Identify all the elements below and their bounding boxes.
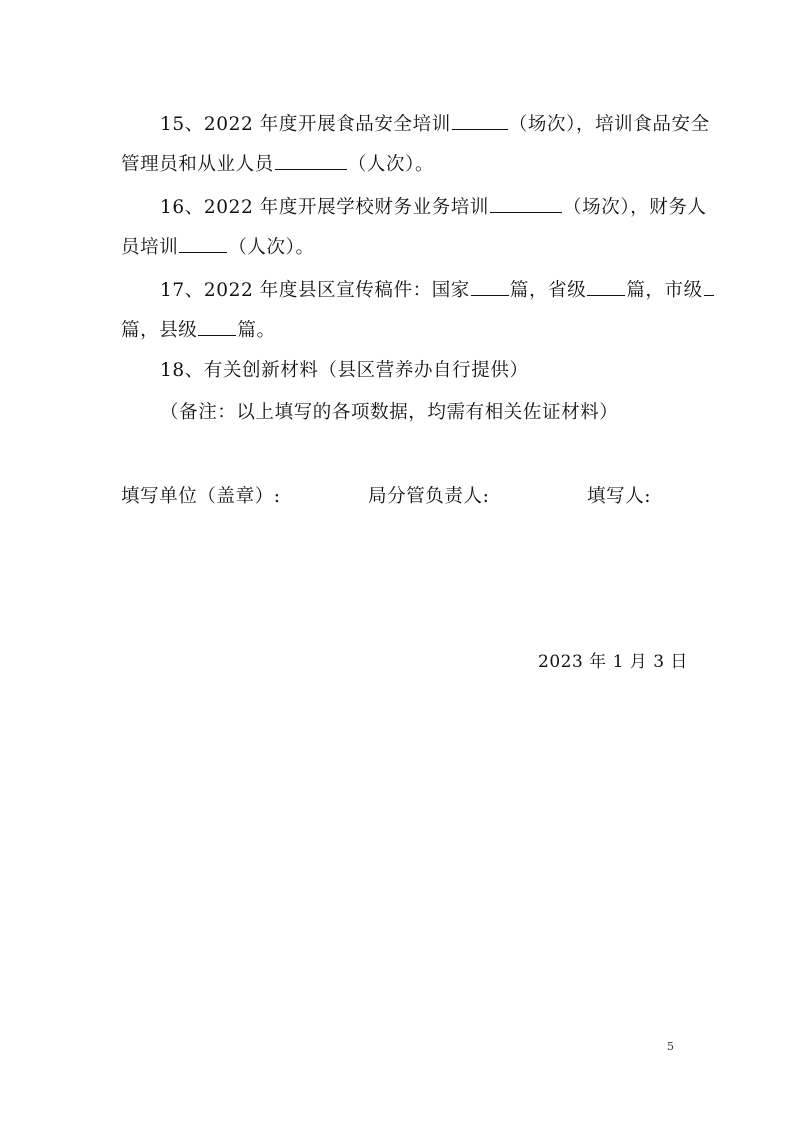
signature-unit-label: 填写单位（盖章）:: [121, 486, 281, 507]
item-17-text-d: 篇，县级: [121, 320, 198, 341]
item-16-line-2: [121, 233, 315, 261]
item-15-text-b: （场次），培训食品安全: [508, 114, 710, 135]
signature-filler-label: 填写人:: [587, 486, 652, 507]
item-16-line-1: [160, 193, 707, 221]
item-16-blank-sessions[interactable]: [490, 193, 562, 213]
item-16-text-c: 员培训: [121, 237, 179, 258]
item-18: 18、有关创新材料（县区营养办自行提供）: [160, 360, 529, 381]
item-15-blank-sessions[interactable]: [452, 110, 508, 130]
item-15-line-1: [160, 110, 710, 138]
signature-leader-label: 局分管负责人:: [368, 486, 490, 507]
document-date: 2023 年 1 月 3 日: [538, 652, 688, 672]
item-15-text-d: （人次）。: [347, 154, 435, 175]
item-16-blank-people[interactable]: [179, 233, 227, 253]
item-17-line-2: [121, 316, 276, 344]
page-number: 5: [667, 1040, 674, 1053]
item-17-blank-provincial[interactable]: [587, 276, 625, 296]
item-15-line-2: [121, 150, 434, 178]
item-15-text-a: 15、2022 年度开展食品安全培训: [160, 114, 451, 135]
note: （备注：以上填写的各项数据，均需有相关佐证材料）: [160, 402, 619, 423]
item-17-text-b: 篇，省级: [509, 280, 587, 301]
item-17-text-c: 篇，市级: [626, 280, 703, 301]
item-15-blank-people[interactable]: [275, 150, 347, 170]
item-17-blank-city[interactable]: [704, 276, 714, 296]
item-15-text-c: 管理员和从业人员: [121, 154, 274, 175]
item-17-blank-national[interactable]: [471, 276, 509, 296]
item-17-blank-county[interactable]: [198, 316, 236, 336]
item-16-text-a: 16、2022 年度开展学校财务业务培训: [160, 197, 490, 218]
item-17-text-e: 篇。: [237, 320, 276, 341]
item-17-line-1: [160, 276, 715, 304]
item-16-text-b: （场次），财务人: [563, 197, 707, 218]
item-16-text-d: （人次）。: [228, 237, 315, 258]
item-17-text-a: 17、2022 年度县区宣传稿件：国家: [160, 280, 470, 301]
